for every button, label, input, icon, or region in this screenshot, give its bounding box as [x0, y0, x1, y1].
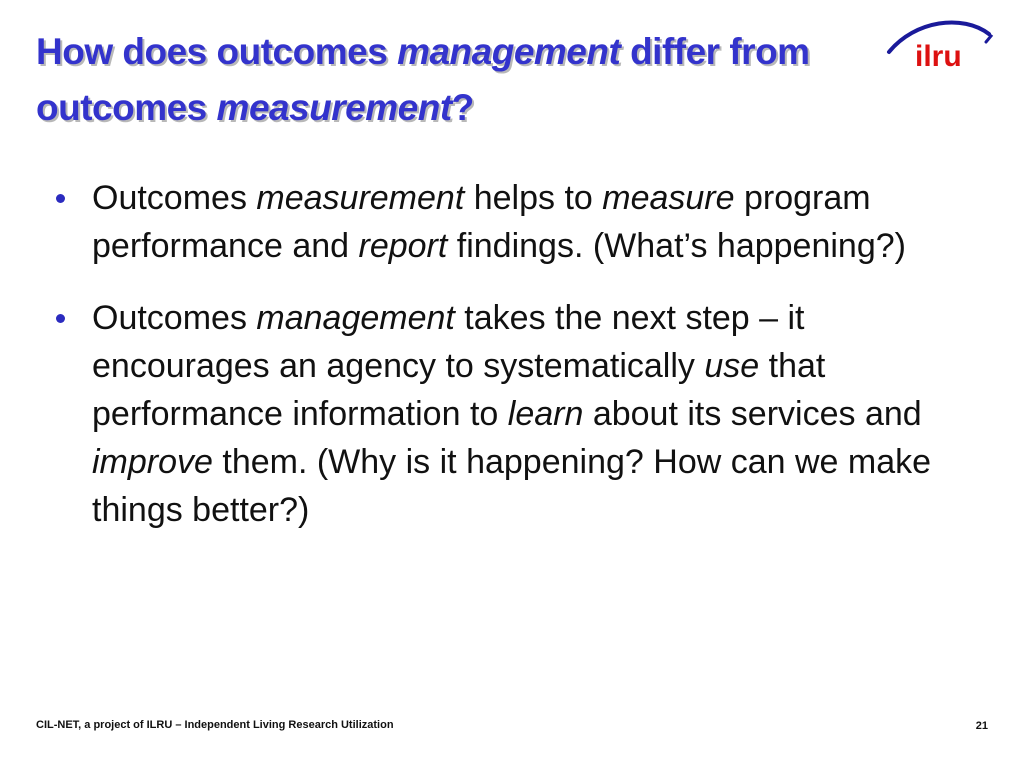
title-emphasis-measurement: measurement	[216, 87, 452, 128]
bullet-icon	[56, 194, 65, 203]
bullet-emphasis: measurement	[256, 179, 465, 217]
bullet-emphasis: measure	[602, 179, 735, 217]
bullet-text: program performance and	[92, 179, 871, 265]
bullet-emphasis: use	[704, 347, 760, 385]
title-text-2: differ from outcomes	[36, 31, 810, 128]
bullet-emphasis: report	[358, 227, 448, 265]
bullet-list	[52, 174, 982, 534]
ilru-logo-icon	[885, 14, 995, 76]
title-text-3: ?	[451, 87, 474, 128]
title-text-1: How does outcomes	[36, 31, 398, 72]
title-emphasis-management: management	[397, 31, 621, 72]
footer-text: CIL-NET, a project of ILRU – Independent Living Research Utilization	[36, 719, 394, 731]
bullet-text: helps to	[464, 179, 603, 217]
bullet-text: Outcomes	[92, 299, 257, 337]
bullet-item-measurement	[52, 174, 982, 270]
bullet-emphasis: learn	[507, 395, 584, 433]
bullet-emphasis: management	[256, 299, 455, 337]
bullet-text: them. (Why is it happening? How can we make things better?)	[92, 443, 932, 529]
page-number: 21	[975, 720, 988, 732]
bullet-text: that performance information to	[92, 347, 826, 433]
bullet-text: takes the next step – it encourages an agency to systematically	[92, 299, 805, 385]
slide-title	[36, 24, 876, 136]
bullet-text: Outcomes	[92, 179, 257, 217]
bullet-icon	[56, 314, 65, 323]
bullet-item-management	[52, 294, 982, 534]
bullet-text: about its services and	[583, 395, 922, 433]
bullet-emphasis: improve	[92, 443, 213, 481]
logo-text: ilru	[915, 40, 962, 73]
bullet-text: findings. (What’s happening?)	[447, 227, 906, 265]
